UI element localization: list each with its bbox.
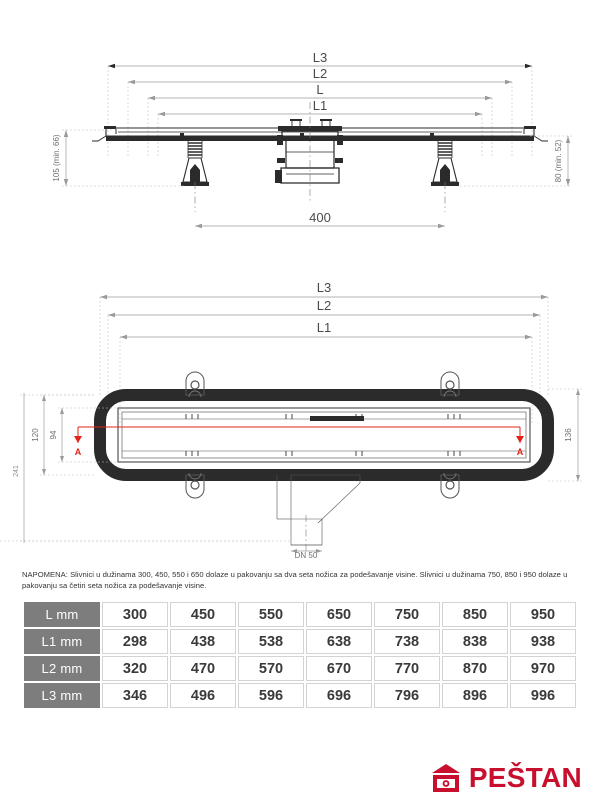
brand-logo [430,762,582,794]
plan-dimension-label-l1: L1 [316,320,332,335]
table-cell: 496 [169,682,237,709]
plan-dimension-label-l3: L3 [316,280,332,295]
table-row [23,682,577,709]
table-cell: 450 [169,601,237,628]
dimension-label-outlet: DN 50 [294,551,318,560]
house-icon [430,762,462,794]
table-cell: 696 [305,682,373,709]
plan-dimension-width-inner [49,408,118,462]
table-cell: 570 [237,655,305,682]
section-marker-left: A [74,447,82,457]
table-cell: 738 [373,628,441,655]
plan-dimension-width-mid [31,395,96,475]
dimension-label-l3: L3 [312,50,328,65]
table-cell: 970 [509,655,577,682]
table-cell: 438 [169,628,237,655]
table-row-header: L1 mm [23,628,101,655]
table-cell: 596 [237,682,305,709]
table-row [23,601,577,628]
table-cell: 300 [101,601,169,628]
dimension-label-l: L [316,82,324,97]
table-cell: 796 [373,682,441,709]
table-cell: 638 [305,628,373,655]
table-cell: 950 [509,601,577,628]
brand-wordmark: PEŠTAN [468,762,582,793]
channel-plan-body [100,393,548,475]
dimension-table [22,600,578,710]
table-cell: 320 [101,655,169,682]
dimension-label-width-mid: 120 [31,428,40,442]
table-cell: 670 [305,655,373,682]
adjustable-leg-left [181,141,209,212]
table-cell: 298 [101,628,169,655]
plan-dimension-l2 [108,298,540,317]
dimension-label-l1: L1 [312,98,328,113]
dimension-label-width-right: 136 [564,428,573,442]
table-row-header: L2 mm [23,655,101,682]
table-cell: 750 [373,601,441,628]
table-cell: 470 [169,655,237,682]
plan-drawing [0,275,600,560]
table-row-header: L mm [23,601,101,628]
outlet-spigot [0,475,360,560]
table-cell: 346 [101,682,169,709]
table-row-header: L3 mm [23,682,101,709]
table-row [23,628,577,655]
table-cell: 538 [237,628,305,655]
table-row [23,655,577,682]
dimension-leg-spacing [195,210,445,228]
section-marker-right: A [516,447,524,457]
note-label: NAPOMENA: [22,570,68,579]
plan-dimension-l3 [100,280,548,299]
table-cell: 870 [441,655,509,682]
dimension-label-height-right: 80 (min. 52) [554,139,563,183]
dimension-height-right [460,136,572,186]
table-cell: 938 [509,628,577,655]
table-cell: 770 [373,655,441,682]
dimension-label-width-outer: 241 [13,465,20,477]
plan-dimension-label-l2: L2 [316,298,332,313]
dimension-l1 [158,98,482,116]
table-cell: 650 [305,601,373,628]
drain-outlet-body [275,119,343,183]
section-line-a-a [74,427,524,457]
elevation-drawing [0,40,600,270]
table-cell: 838 [441,628,509,655]
adjustable-leg-right [431,141,459,212]
dimension-label-leg-spacing: 400 [309,210,331,225]
table-cell: 850 [441,601,509,628]
plan-dimension-l1 [120,320,532,339]
table-cell: 550 [237,601,305,628]
dimension-label-height-left: 105 (min. 66) [52,134,61,182]
dimension-label-width-inner: 94 [49,430,58,440]
plan-dimension-width-outer [13,393,270,543]
note-body: Slivnici u dužinama 300, 450, 550 i 650 dolaze u pakovanju sa dva seta nožica za podešavanje visine. Slivnici u dužinama 750, 850 i 950 dolaze u pakovanju sa četiri seta nožica za podešavanje visine. [22,570,568,591]
table-cell: 896 [441,682,509,709]
note-text [22,569,584,592]
dimension-table-body [23,601,577,709]
dimension-label-l2: L2 [312,66,328,81]
table-cell: 996 [509,682,577,709]
